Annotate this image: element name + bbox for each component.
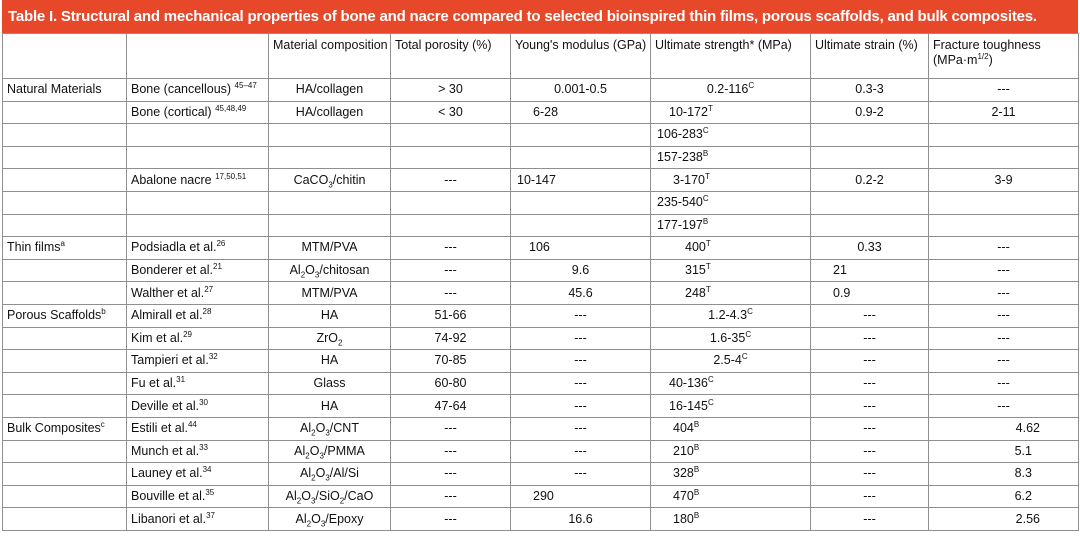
- strain-cell: ---: [811, 372, 929, 395]
- modulus-cell: ---: [511, 395, 651, 418]
- strain-cell: ---: [811, 508, 929, 531]
- strain-cell: 0.9-2: [811, 101, 929, 124]
- porosity-cell: ---: [391, 259, 511, 282]
- strength-cell: $248^T$: [651, 282, 811, 305]
- composition-cell: Glass: [269, 372, 391, 395]
- strength-cell: $470^B$: [651, 485, 811, 508]
- modulus-cell: 0.001-0.5: [511, 79, 651, 102]
- strain-cell: ---: [811, 327, 929, 350]
- header-ultimate-strain: Ultimate strain (%): [811, 34, 929, 79]
- composition-cell: $Al_2O_3/SiO_2$/CaO: [269, 485, 391, 508]
- strength-cell: $157-238^B$: [651, 146, 811, 169]
- modulus-cell: ---: [511, 417, 651, 440]
- modulus-cell: ---: [511, 327, 651, 350]
- strain-cell: 0.33: [811, 237, 929, 260]
- strength-cell: $2.5-4^C$: [651, 350, 811, 373]
- modulus-cell: 6-28: [511, 101, 651, 124]
- reference-cell: Abalone nacre $^{17,50,51}$: [127, 169, 269, 192]
- header-youngs-modulus: Young's modulus (GPa): [511, 34, 651, 79]
- composition-cell: HA/collagen: [269, 101, 391, 124]
- composition-cell: HA: [269, 350, 391, 373]
- strain-cell: ---: [811, 440, 929, 463]
- reference-cell: Almirall et al.$^{28}$: [127, 304, 269, 327]
- table-row: [3, 282, 1079, 305]
- table-row: [3, 191, 1079, 214]
- toughness-cell: ---: [929, 372, 1079, 395]
- modulus-cell: 16.6: [511, 508, 651, 531]
- table-row: [3, 101, 1079, 124]
- modulus-cell: 290: [511, 485, 651, 508]
- reference-cell: Estili et al.$^{44}$: [127, 417, 269, 440]
- header-total-porosity: Total porosity (%): [391, 34, 511, 79]
- table-row: [3, 146, 1079, 169]
- category-porous-scaffolds: Porous Scaffolds$^b$: [3, 304, 127, 327]
- composition-cell: HA/collagen: [269, 79, 391, 102]
- toughness-cell: ---: [929, 350, 1079, 373]
- modulus-cell: 10-147: [511, 169, 651, 192]
- table-row: [3, 350, 1079, 373]
- reference-cell: Fu et al.$^{31}$: [127, 372, 269, 395]
- toughness-cell: 4.62: [929, 417, 1079, 440]
- toughness-cell: 2.56: [929, 508, 1079, 531]
- table-title: Table I. Structural and mechanical properties of bone and nacre compared to selected bioinspired thin films, porous scaffolds, and bulk composites.: [2, 0, 1078, 33]
- composition-cell: CaCO$_3$/chitin: [269, 169, 391, 192]
- table-row: [3, 327, 1079, 350]
- table-row: [3, 440, 1079, 463]
- header-category: [3, 34, 127, 79]
- composition-cell: $Al_2O_3$/Epoxy: [269, 508, 391, 531]
- porosity-cell: ---: [391, 169, 511, 192]
- porosity-cell: ---: [391, 417, 511, 440]
- strain-cell: ---: [811, 395, 929, 418]
- reference-cell: Kim et al.$^{29}$: [127, 327, 269, 350]
- strength-cell: $315^T$: [651, 259, 811, 282]
- strength-cell: $177-197^B$: [651, 214, 811, 237]
- table-row: [3, 485, 1079, 508]
- category-bulk-composites: Bulk Composites$^c$: [3, 417, 127, 440]
- strength-cell: $180^B$: [651, 508, 811, 531]
- porosity-cell: ---: [391, 463, 511, 486]
- modulus-cell: ---: [511, 304, 651, 327]
- reference-cell: Launey et al.$^{34}$: [127, 463, 269, 486]
- porosity-cell: 51-66: [391, 304, 511, 327]
- porosity-cell: 47-64: [391, 395, 511, 418]
- modulus-cell: ---: [511, 350, 651, 373]
- toughness-cell: ---: [929, 327, 1079, 350]
- composition-cell: MTM/PVA: [269, 282, 391, 305]
- reference-cell: Walther et al.$^{27}$: [127, 282, 269, 305]
- reference-cell: Libanori et al.$^{37}$: [127, 508, 269, 531]
- toughness-cell: 8.3: [929, 463, 1079, 486]
- strength-cell: $10-172^T$: [651, 101, 811, 124]
- toughness-cell: 2-11: [929, 101, 1079, 124]
- composition-cell: HA: [269, 395, 391, 418]
- porosity-cell: ---: [391, 282, 511, 305]
- modulus-cell: ---: [511, 440, 651, 463]
- porosity-cell: 70-85: [391, 350, 511, 373]
- header-reference: [127, 34, 269, 79]
- header-row: [3, 34, 1079, 79]
- table-container: [2, 0, 1078, 536]
- toughness-cell: 3-9: [929, 169, 1079, 192]
- header-fracture-toughness: Fracture toughness $(MPa\cdot m^{1/2})$: [929, 34, 1079, 79]
- reference-cell: Bouville et al.$^{35}$: [127, 485, 269, 508]
- strength-cell: $1.6-35^C$: [651, 327, 811, 350]
- properties-table: [2, 33, 1079, 531]
- strain-cell: 0.2-2: [811, 169, 929, 192]
- porosity-cell: 60-80: [391, 372, 511, 395]
- modulus-cell: 45.6: [511, 282, 651, 305]
- toughness-cell: 5.1: [929, 440, 1079, 463]
- table-row: [3, 395, 1079, 418]
- reference-cell: Podsiadla et al.$^{26}$: [127, 237, 269, 260]
- porosity-cell: ---: [391, 237, 511, 260]
- strain-cell: ---: [811, 463, 929, 486]
- strength-cell: $235-540^C$: [651, 191, 811, 214]
- strength-cell: $404^B$: [651, 417, 811, 440]
- table-row: [3, 417, 1079, 440]
- table-row: [3, 259, 1079, 282]
- strain-cell: ---: [811, 485, 929, 508]
- composition-cell: $Al_2O_3/Al/Si$: [269, 463, 391, 486]
- table-row: [3, 124, 1079, 147]
- strength-cell: $210^B$: [651, 440, 811, 463]
- composition-cell: $Al_2O_3$/chitosan: [269, 259, 391, 282]
- reference-cell: Bone (cortical) $^{45,48,49}$: [127, 101, 269, 124]
- modulus-cell: 106: [511, 237, 651, 260]
- composition-cell: $Al_2O_3$/PMMA: [269, 440, 391, 463]
- toughness-cell: ---: [929, 79, 1079, 102]
- strain-cell: ---: [811, 417, 929, 440]
- table-row: [3, 79, 1079, 102]
- category-natural-materials: Natural Materials: [3, 79, 127, 102]
- composition-cell: HA: [269, 304, 391, 327]
- table-row: [3, 214, 1079, 237]
- table-row: [3, 508, 1079, 531]
- porosity-cell: 74-92: [391, 327, 511, 350]
- table-row: [3, 304, 1079, 327]
- composition-cell: MTM/PVA: [269, 237, 391, 260]
- strain-cell: 0.9: [811, 282, 929, 305]
- porosity-cell: < 30: [391, 101, 511, 124]
- strain-cell: ---: [811, 350, 929, 373]
- porosity-cell: ---: [391, 440, 511, 463]
- strength-cell: $16-145^C$: [651, 395, 811, 418]
- strain-cell: ---: [811, 304, 929, 327]
- reference-cell: Munch et al.$^{33}$: [127, 440, 269, 463]
- strain-cell: 0.3-3: [811, 79, 929, 102]
- modulus-cell: 9.6: [511, 259, 651, 282]
- strength-cell: $106-283^C$: [651, 124, 811, 147]
- toughness-cell: ---: [929, 304, 1079, 327]
- toughness-cell: ---: [929, 237, 1079, 260]
- porosity-cell: ---: [391, 508, 511, 531]
- reference-cell: Tampieri et al.$^{32}$: [127, 350, 269, 373]
- strength-cell: $40-136^C$: [651, 372, 811, 395]
- toughness-cell: 6.2: [929, 485, 1079, 508]
- toughness-cell: ---: [929, 282, 1079, 305]
- strength-cell: $0.2-116^C$: [651, 79, 811, 102]
- toughness-cell: ---: [929, 259, 1079, 282]
- modulus-cell: ---: [511, 372, 651, 395]
- composition-cell: $Al_2O_3$/CNT: [269, 417, 391, 440]
- strength-cell: $400^T$: [651, 237, 811, 260]
- header-ultimate-strength: Ultimate strength* (MPa): [651, 34, 811, 79]
- strength-cell: $3-170^T$: [651, 169, 811, 192]
- reference-cell: Deville et al.$^{30}$: [127, 395, 269, 418]
- strength-cell: $328^B$: [651, 463, 811, 486]
- composition-cell: ZrO$_2$: [269, 327, 391, 350]
- toughness-cell: ---: [929, 395, 1079, 418]
- modulus-cell: ---: [511, 463, 651, 486]
- table-row: [3, 169, 1079, 192]
- table-row: [3, 463, 1079, 486]
- strength-cell: $1.2-4.3^C$: [651, 304, 811, 327]
- table-row: [3, 372, 1079, 395]
- porosity-cell: ---: [391, 485, 511, 508]
- reference-cell: Bonderer et al.$^{21}$: [127, 259, 269, 282]
- strain-cell: 21: [811, 259, 929, 282]
- table-row: [3, 237, 1079, 260]
- porosity-cell: > 30: [391, 79, 511, 102]
- header-material-composition: Material composition: [269, 34, 391, 79]
- category-thin-films: Thin films$^a$: [3, 237, 127, 260]
- reference-cell: Bone (cancellous) $^{45-47}$: [127, 79, 269, 102]
